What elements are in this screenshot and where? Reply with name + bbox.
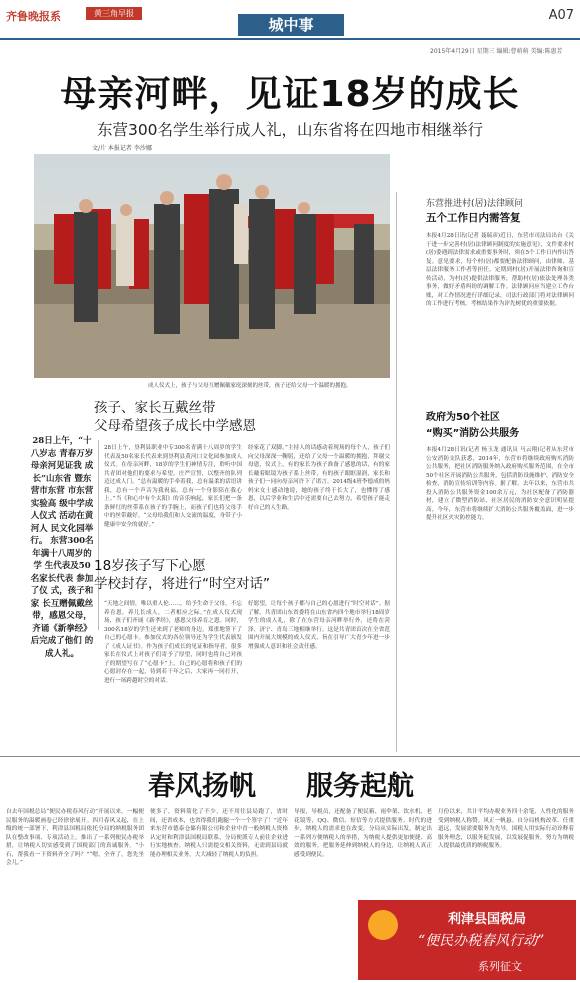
byline: 文/片 本报记者 李沙娜 [92, 145, 152, 152]
side-story-2-body: 本报4月28日讯(记者 杨玉龙 通讯员 马云翔)记者从东营市公安消防支队获悉，2014年，东营市将继续政府购买消防公共服务，把社区消防服务纳入政府购买服务范围，在全市50个社区开展消防公共服务，包括消防设施维护、消防安全检查、消防宣传培训等内容。据了解，去年以来，东营市共投入消防公共服务资金100余万元，为社区配备了消防器材，建立了微型消防站，社区居民的消防安全意识明显提高。今年，东营市将继续扩大消防公共服务覆盖面，进一步提升社区火灾防控能力。 [426, 447, 574, 521]
subhead-2-line2: 学校封存，将进行“时空对话” [94, 576, 270, 592]
subhead-1-line1: 孩子、家长互戴丝带 [94, 400, 216, 416]
banner-subtitle: “便民办税春风行动” [418, 933, 545, 949]
bottom-rule [0, 756, 580, 757]
bottom-headline-1: 春风扬帆 [148, 771, 256, 802]
side-headline-2a: 政府为50个社区 [426, 412, 500, 423]
page-number: A07 [548, 8, 574, 23]
story-column-4: 好愿望，让每个孩子都与自己的心愿进行“时空对话”。据了解，共青团山东省委将在山东省内四个地市举行18周岁学生的成人礼，除了在东营母亲河畔举行外，还将在菏泽、济宁、青岛三地相继举行。这是共青团首次在全省范围内开展大规模的成人仪式，旨在引导广大青少年进一步增强成人意识和社会责任感。 [248, 601, 390, 650]
story-column-2: 经家花了双脚。”主持人的话感动着现场的每个人，孩子们向父母深深一鞠躬，还给了父母一个温暖的拥抱，拜谢父母恩，仪式上，有的家长为孩子准备了感恩的话，有的家长戴着眼镜为孩子系上丝带，有的孩子眼眶湿润，家长和孩子们一同向母亲河许下了诺言。2014级4班李德成的妈妈宋女士感动地说，她的孩子终于长大了，也懂得了感恩，以后学业和生活中还需要自己去努力，希望孩子能走好自己的人生路。 [248, 445, 390, 511]
lead-paragraph: 28日上午，“十八岁志 青春万岁 母亲河见证我 成长”山东省 暨东营市东营 市东营实验高 级中学成人仪式 活动在黄河人 民文化园举行。 东营300名年满十八周岁的学 生代表及50 名家长代表 参加了仪 式，孩子和家 长互赠佩戴丝 带，感恩父母， 齐诵《新拳经》 后完成了他们 的成人礼。 [30, 436, 94, 659]
header-rule [0, 38, 580, 40]
bottom-column-1: 自去年国税总局“便民办税春风行动”开展以来，一幅便民服务的温暖画卷已经徐徐展开。四月春风又起，在上级的统一部署下，利津县国税局依托分局的纳税服务团队在整改事项、专项活动上，推出了一系列便民办税举措，让纳税人切实感受到了国税部门的真诚服务。“小石，帮我看一下资料齐全了吗？”“嗯，全齐了，您先坐会儿。” [6, 809, 144, 866]
story-column-1: 28日上午，垦利县职业中专300名青满十八周岁的学生代表及50名家长代表来到垦利县黄河口文化园参加成人仪式。在母亲河畔，18岁的学生们神情专注，聆听中国共青团对他们的要求与希望，庄严宣誓，以整齐的队列迈过成人门。“总有温暖的手牵着我，总有温柔的话语讲我，总有一个声音为我祝福，总有一个身影陪在我心上。”当《和心中有个太阳》的音乐响起，家长们把一条条鲜红的丝带系在孩子的手腕上，而孩子们也将父母手中的丝带戴好。“父母给我们和人交流的温度，身带子小健康中安全的就好。” [104, 445, 242, 528]
column-divider [98, 440, 99, 630]
photo-caption: 成人仪式上，孩子与父母互赠佩戴家庭深刻的丝带，孩子还给父母一个温暖的拥抱。 [148, 383, 352, 389]
side-story-1-body: 本报4月28日讯(记者 聂瑞彦)近日，东营市司法局出台《关于进一步完善村(居)法律顾问制度的实施意见》，文件要求村(居)委遇到法律需求或重要事务时，须在5个工作日内作出答复。意见要求，每个村(居)都要配备法律顾问，由律师、基层法律服务工作者等担任，定期到村(居)开展法律咨询和宣传活动，为村(居)提供法律服务，帮助村(居)依法处理各类事务，做好矛盾纠纷的调解工作。法律顾问应当建立工作台账，对工作情况进行详细记录，司法行政部门将对法律顾问的工作进行考核，考核结果作为评先树优的重要依据。 [426, 233, 574, 307]
campaign-banner [358, 900, 576, 980]
ceremony-photo [34, 154, 390, 378]
section-title: 城中事 [238, 14, 344, 36]
subhead-2-line1: 18岁孩子写下心愿 [94, 558, 206, 574]
side-headline-1: 五个工作日内需答复 [426, 212, 521, 224]
side-headline-2b: “购买”消防公共服务 [426, 428, 520, 439]
banner-title: 利津县国税局 [448, 912, 527, 927]
page-header [0, 0, 580, 34]
right-divider [396, 192, 397, 752]
main-subheadline: 东营300名学生举行成人礼，山东省将在四地市相继举行 [96, 121, 484, 139]
edition-tag: 黄三角早报 [86, 7, 142, 20]
dateline: 2015年4月29日 星期三 编辑:曹萌萌 美编:陈惠芳 [430, 48, 563, 55]
bottom-column-4: 月份以来，共计平均办税业务四十余笔，人性化的服务受到纳税人称赞。风正一帆悬。自分局机构改革、任重道远，发展需要服务为先导，国税人用实际行动诠释着服务理念，以服务促发展，以发展促服务，努力为纳税人提供最优质的纳税服务。 [438, 809, 574, 849]
bottom-column-2: 便多了，资料简化了不少，还不用往县局跑了，省时间，还省成本，也省得我们跑腿一个一个签字了！”近年来东营市德泰仓储有限公司和企业中青一般纳税人资格认定时和利津县国税局联系，分局便派专人前往企业进行实地核查。纳税人只需提交相关资料，无需到县局就能办理相关业务，大大减轻了纳税人的负担。 [150, 809, 288, 858]
tax-emblem-icon [368, 910, 398, 940]
bottom-column-3: 导报，导税员，还配备了便民箱、雨伞架、饮水机、老花镜等，QQ、微信、短信等方式提供服务。时代的进步，纳税人的需求也在改变，分局从实际出发，制定出一系列方便纳税人的举措，为纳税人提供更加便捷、高效的服务，把服务延伸到纳税人的身边，让纳税人真正感受到便民。 [294, 809, 432, 858]
side-kicker: 东营推进村(居)法律顾问 [426, 199, 524, 209]
bottom-headline-2: 服务起航 [306, 771, 414, 802]
banner-footer: 系列征文 [478, 960, 522, 973]
newspaper-logo: 齐鲁晚报系 [6, 10, 61, 23]
story-column-3: “天地之间情，唯以重人伦……，给予生命于父母，不忘养育恩，养儿长成人，二者相应之际。”在成人仪式现场，孩子们齐诵《新孝经》，感恩父母养育之恩。同时，300名18岁的学生还来到了老师的身边，郑重地签下了自己的心愿卡。参加仪式的各位领导还为学生代表颁发了《成人证书》。作为孩子们成长的见证和指导者，很多家长在仪式上对孩子们寄予了厚望，同时也将自己对孩子的期望写在了“心愿卡”上，自己的心愿将和孩子们的心愿封存在一起，待到若干年之后，大家再一同打开，进行一场跨越时空的对话。 [104, 601, 242, 684]
main-headline: 母亲河畔，见证18岁的成长 [60, 74, 520, 115]
subhead-1-line2: 父母希望孩子成长中学感恩 [94, 418, 256, 434]
